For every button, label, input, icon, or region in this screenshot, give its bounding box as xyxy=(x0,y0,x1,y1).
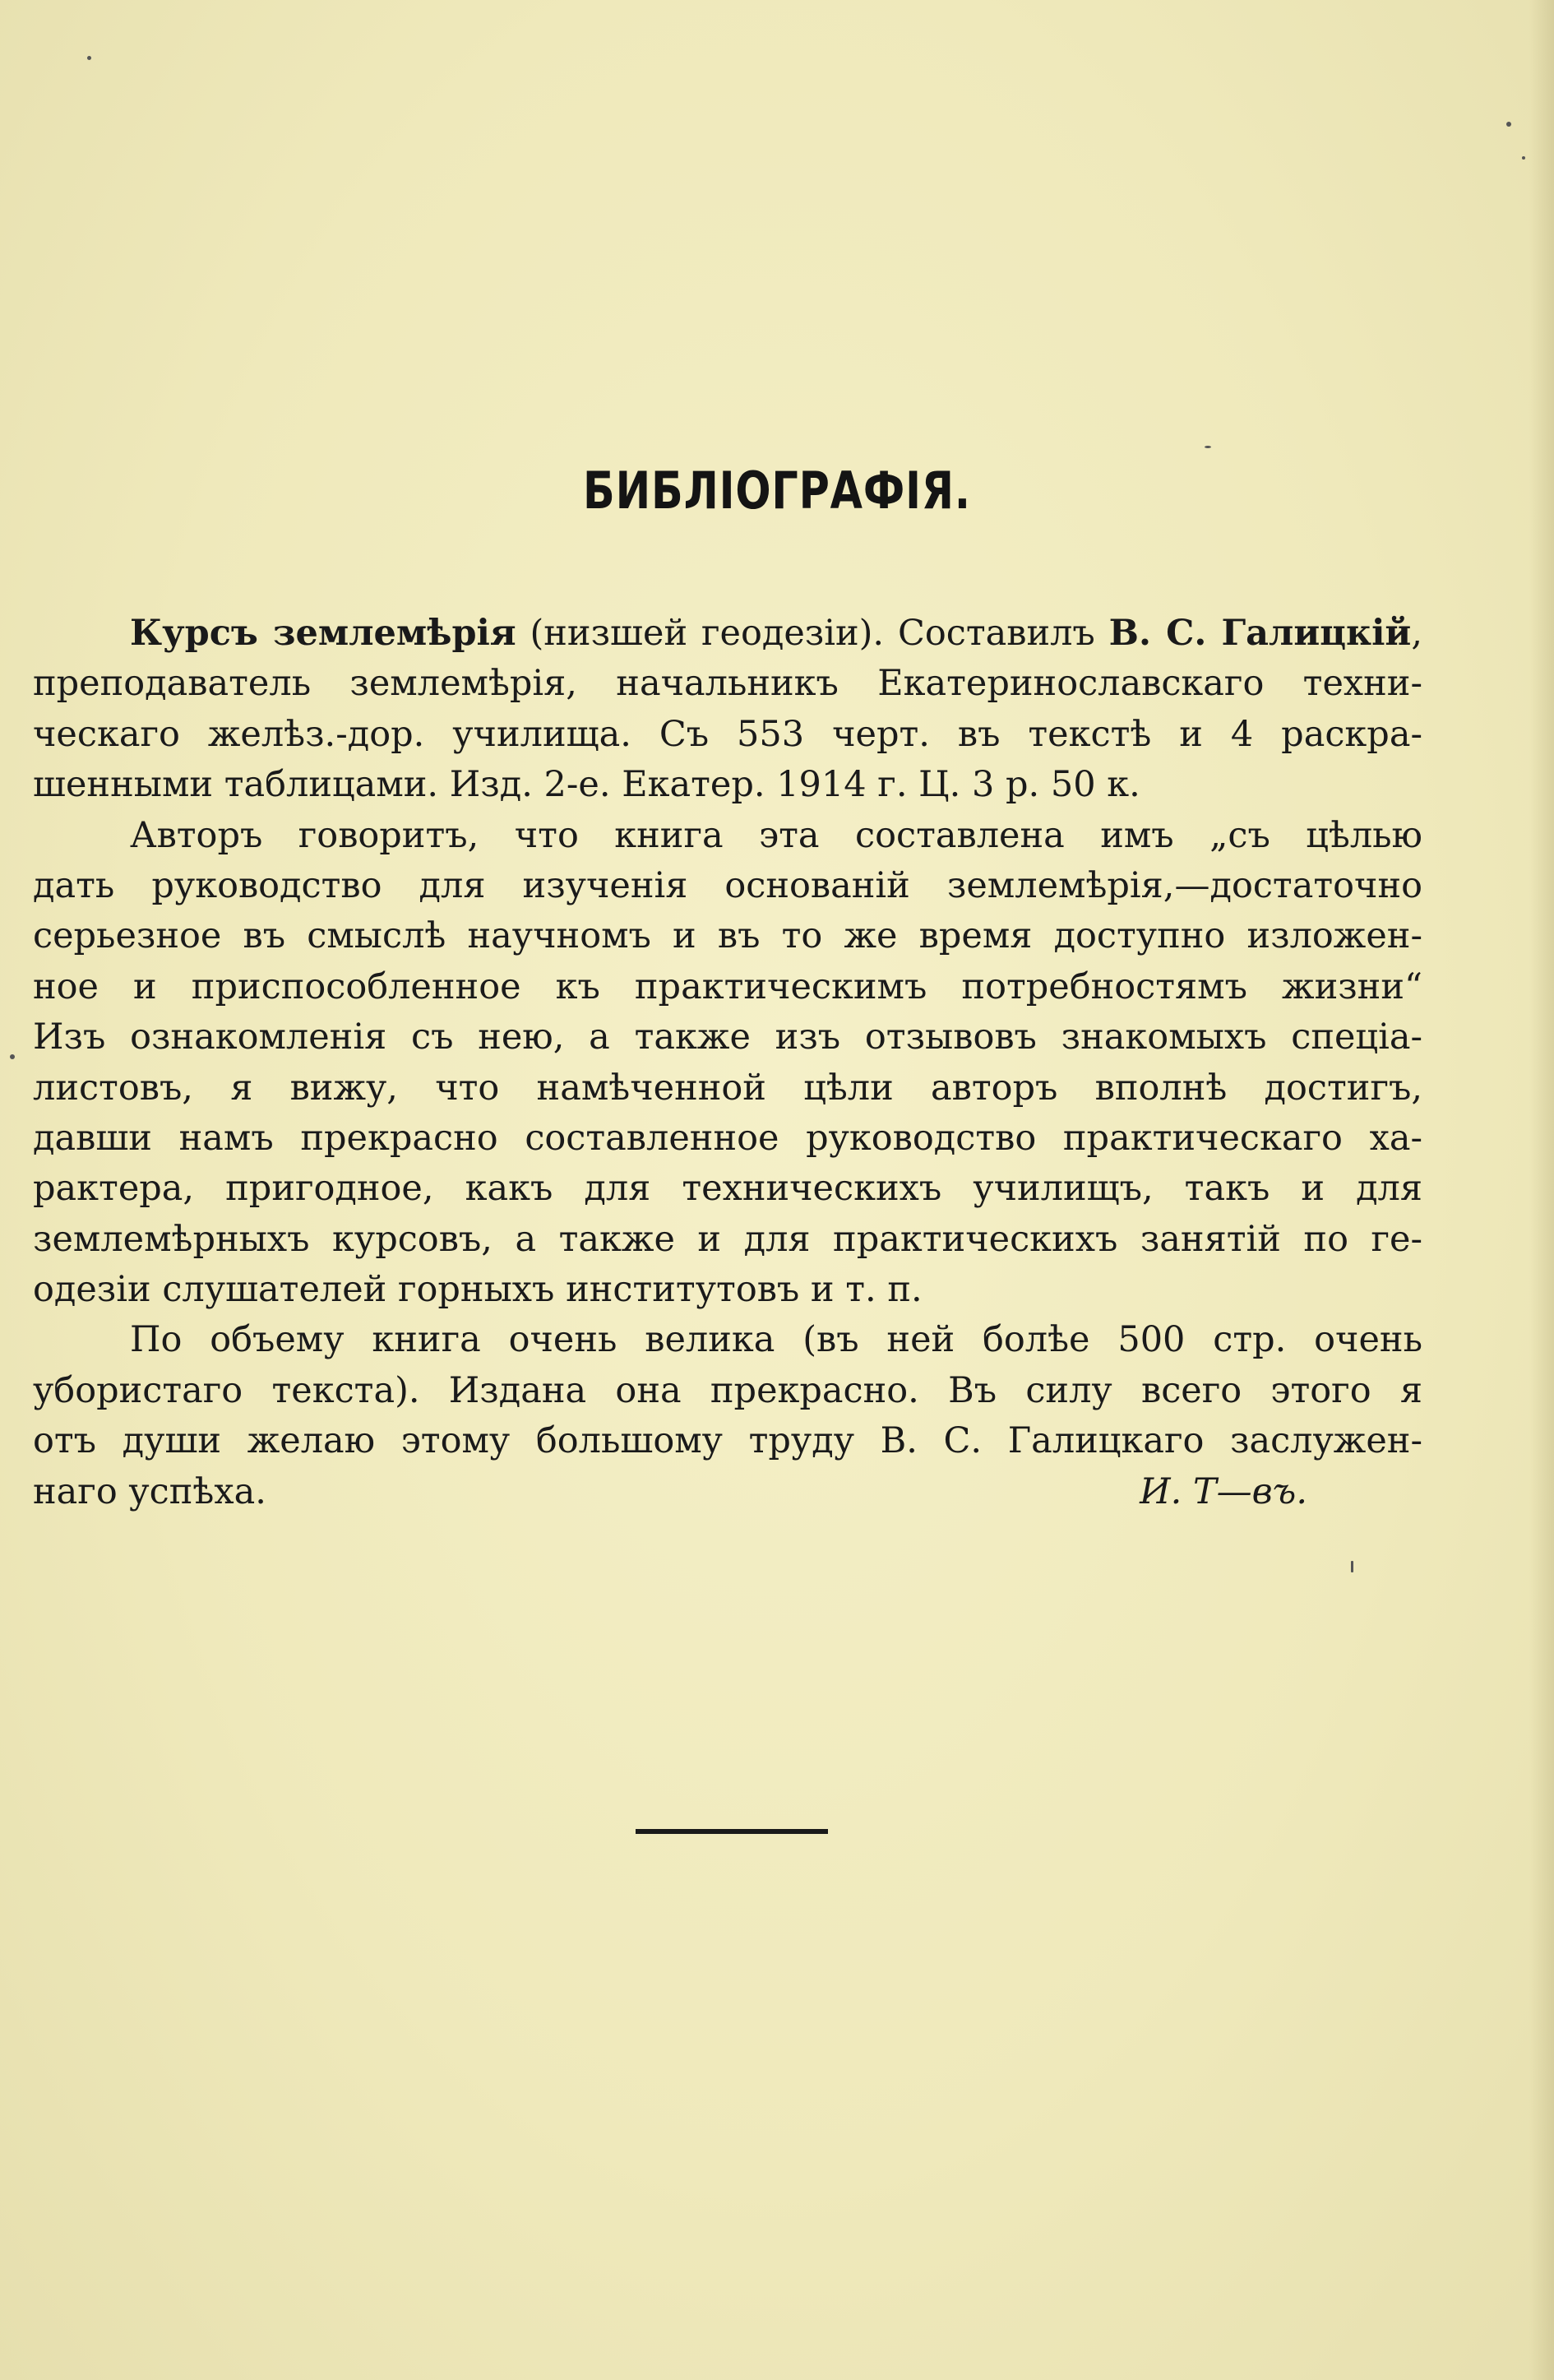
para2-line1: Авторъ говоритъ, что книга эта составлена имъ „съ цѣлью xyxy=(130,814,1422,856)
para1-line3: ческаго желѣз.-дор. училища. Съ 553 черт. въ текстѣ и 4 раскра- xyxy=(33,713,1422,755)
para3-last-words: наго успѣха. xyxy=(33,1470,266,1512)
para1-line1 xyxy=(33,609,1422,659)
paper-speck xyxy=(87,56,91,60)
para1-line4: шенными таблицами. Изд. 2-е. Екатер. 1914 г. Ц. 3 р. 50 к. xyxy=(33,764,1140,806)
paper-speck xyxy=(10,1054,15,1059)
paper-speck xyxy=(1205,446,1211,448)
para2-line6: листовъ, я вижу, что намѣченной цѣли авторъ вполнѣ достигъ, xyxy=(33,1067,1422,1109)
section-divider xyxy=(636,1829,828,1834)
para1-line2: преподаватель землемѣрія, начальникъ Екатеринославскаго техни- xyxy=(33,663,1422,705)
para3-line3: отъ души желаю этому большому труду В. С. Галицкаго заслужен- xyxy=(33,1420,1422,1462)
para3-final-line xyxy=(33,1467,1422,1517)
para1-text: (низшей геодезіи). Составилъ xyxy=(516,613,1109,654)
para2-line10: одезіи слушателей горныхъ институтовъ и т. п. xyxy=(33,1269,923,1311)
para2-line9: землемѣрныхъ курсовъ, а также и для практическихъ занятій по ге- xyxy=(33,1218,1422,1260)
paper-speck xyxy=(1522,156,1525,160)
reviewer-signature: И. Т—въ. xyxy=(1140,1470,1307,1512)
para2-line3: серьезное въ смыслѣ научномъ и въ то же время доступно изложен- xyxy=(33,915,1422,957)
page-title: БИБЛІОГРАФІЯ. xyxy=(583,461,971,521)
para3-line2: убористаго текста). Издана она прекрасно. Въ силу всего этого я xyxy=(33,1369,1422,1411)
book-title: Курсъ землемѣрія xyxy=(130,613,516,654)
para2-line5: Изъ ознакомленія съ нею, а также изъ отзывовъ знакомыхъ спеціа- xyxy=(33,1016,1422,1058)
author-name: В. С. Галицкій xyxy=(1108,613,1412,654)
para2-line4: ное и приспособленное къ практическимъ потребностямъ жизни“ xyxy=(33,965,1422,1007)
para2-line8: рактера, пригодное, какъ для техническихъ училищъ, такъ и для xyxy=(33,1168,1422,1210)
paper-speck xyxy=(1506,122,1511,127)
para1-comma: , xyxy=(1411,613,1422,654)
para2-line7: давши намъ прекрасно составленное руководство практическаго ха- xyxy=(33,1117,1422,1159)
paper-speck xyxy=(1351,1561,1353,1572)
para3-line1: По объему книга очень велика (въ ней болѣе 500 стр. очень xyxy=(130,1319,1422,1361)
para2-line2: дать руководство для изученія основаній землемѣрія,—достаточно xyxy=(33,864,1422,906)
review-text xyxy=(33,609,1422,1517)
page-edge-shadow xyxy=(1529,0,1554,2380)
